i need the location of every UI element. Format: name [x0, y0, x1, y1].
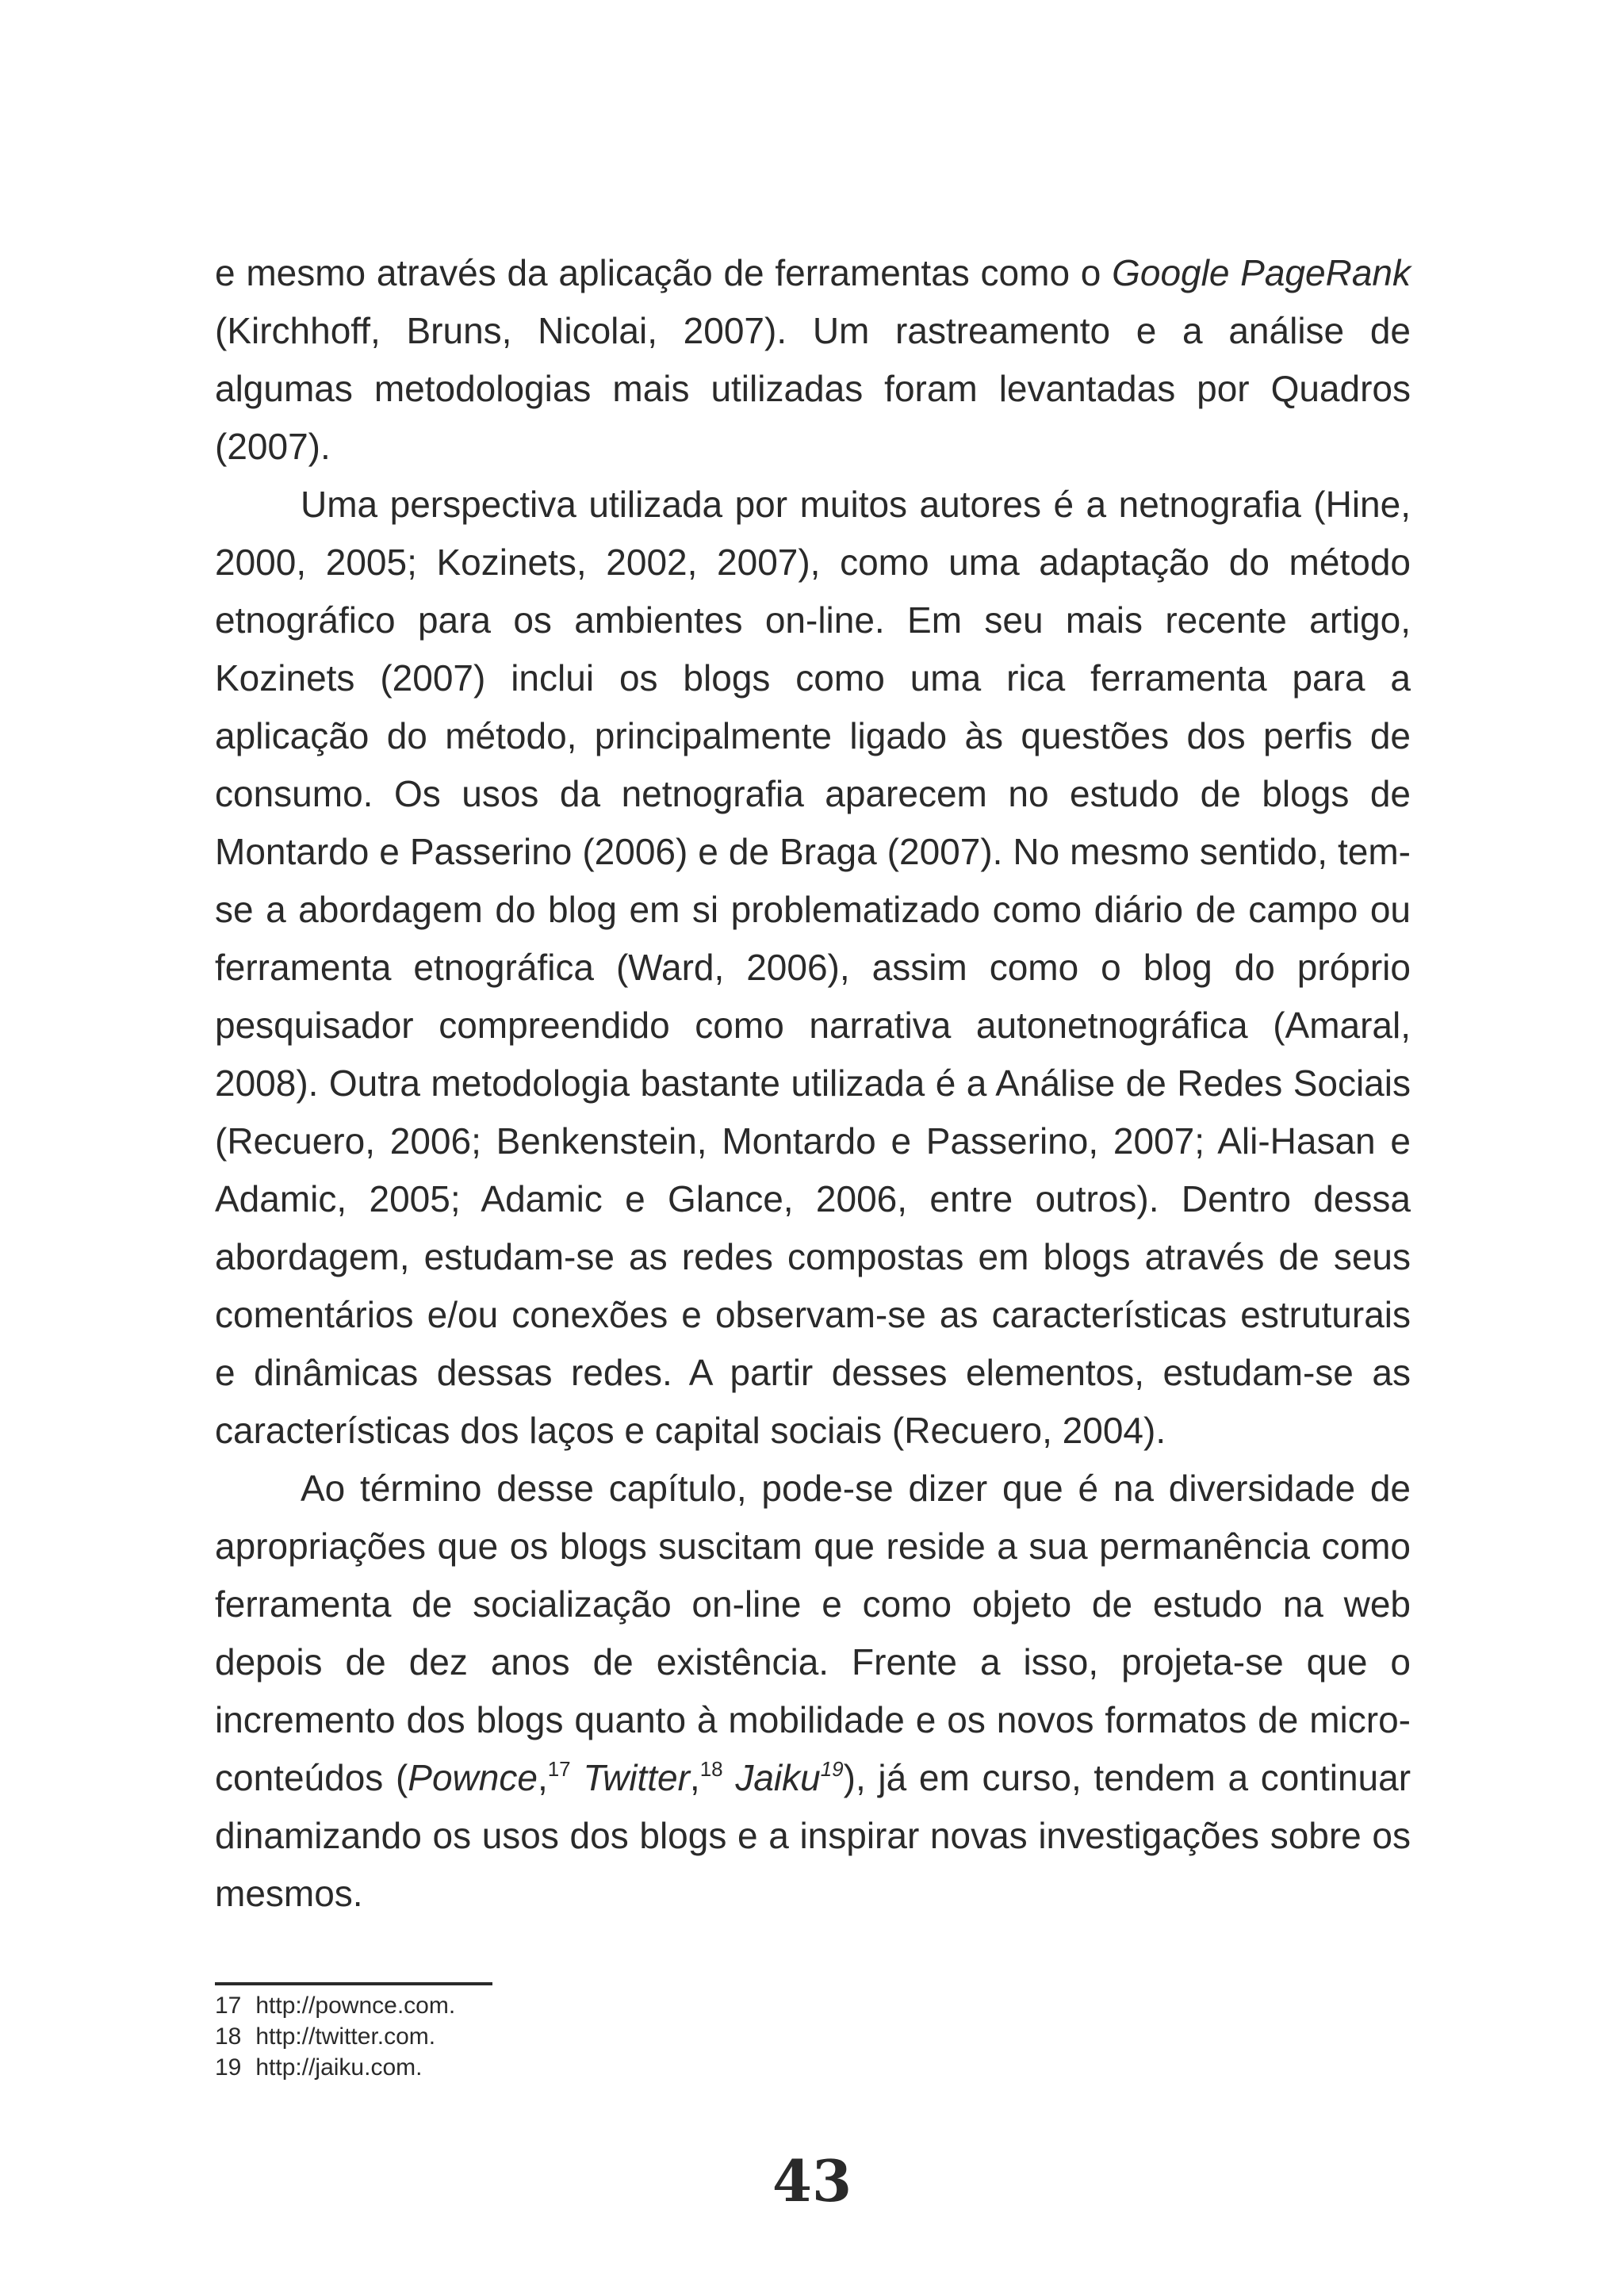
page-number: 43 [772, 2147, 852, 2215]
footnote-17 [215, 1990, 929, 2021]
body-text [215, 244, 1411, 1923]
paragraph-3-text-a: Ao término desse capítulo, pode-se dizer que é na diversidade de apropriações que os blogs suscitam que reside a sua permanência como ferramenta de socialização on-line e como objeto de estudo na web depois de dez anos de existência. Frente a isso, projeta-se que o incremento dos blogs quanto à mobilidade e os novos formatos de micro-conteúdos ( [215, 1468, 1411, 1798]
footnote-ref-18[interactable]: 18 [699, 1757, 723, 1781]
comma: , [537, 1757, 548, 1798]
paragraph-1-italic-term: Google PageRank [1112, 252, 1411, 293]
paragraph-3-text-b: ), já em curso, tendem a continuar dinamizando os usos dos blogs e a inspirar novas investigações sobre os mesmos. [215, 1757, 1411, 1914]
footnote-ref-17[interactable]: 17 [547, 1757, 571, 1781]
term-pownce: Pownce [408, 1757, 538, 1798]
footnote-link[interactable]: http://pownce.com. [255, 1993, 456, 2019]
footnote-number: 18 [215, 2023, 242, 2050]
paragraph-2: Uma perspectiva utilizada por muitos autores é a netnografia (Hine, 2000, 2005; Kozinets, 2002, 2007), como uma adaptação do método etnográfico para os ambientes on-line. Em seu mais recente artigo, Kozinets (2007) inclui os blogs como uma rica ferramenta para a aplicação do método, principalmente ligado às questões dos perfis de consumo. Os usos da netnografia aparecem no estudo de blogs de Montardo e Passerino (2006) e de Braga (2007). No mesmo sentido, tem-se a abordagem do blog em si problematizado como diário de campo ou ferramenta etnográfica (Ward, 2006), assim como o blog do próprio pesquisador compreendido como narrativa autonetnográfica (Amaral, 2008). Outra metodologia bastante utilizada é a Análise de Redes Sociais (Recuero, 2006; Benkenstein, Montardo e Passerino, 2007; Ali-Hasan e Adamic, 2005; Adamic e Glance, 2006, entre outros). Dentro dessa abordagem, estudam-se as redes compostas em blogs através de seus comentários e/ou conexões e observam-se as características estruturais e dinâmicas dessas redes. A partir desses elementos, estudam-se as características dos laços e capital sociais (Recuero, 2004). [215, 484, 1411, 1451]
footnote-19 [215, 2052, 929, 2083]
paragraph-1-text-b: (Kirchhoff, Bruns, Nicolai, 2007). Um rastreamento e a análise de algumas metodologias mais utilizadas foram levantadas por Quadros (2007). [215, 310, 1411, 467]
footnote-link[interactable]: http://twitter.com. [255, 2023, 436, 2050]
term-jaiku: Jaiku [735, 1757, 821, 1798]
paragraph-3 [215, 1460, 1411, 1923]
comma: , [689, 1757, 700, 1798]
footnote-ref-19[interactable]: 19 [820, 1757, 844, 1781]
footnote-link[interactable]: http://jaiku.com. [255, 2054, 423, 2081]
term-twitter: Twitter [583, 1757, 690, 1798]
paragraph-1-text-a: e mesmo através da aplicação de ferramentas como o [215, 252, 1113, 293]
footnote-18 [215, 2021, 929, 2052]
paragraph-1 [215, 244, 1411, 476]
footnote-number: 19 [215, 2054, 242, 2081]
footnote-separator [215, 1982, 492, 1985]
footnotes [215, 1990, 929, 2083]
footnote-number: 17 [215, 1993, 242, 2019]
